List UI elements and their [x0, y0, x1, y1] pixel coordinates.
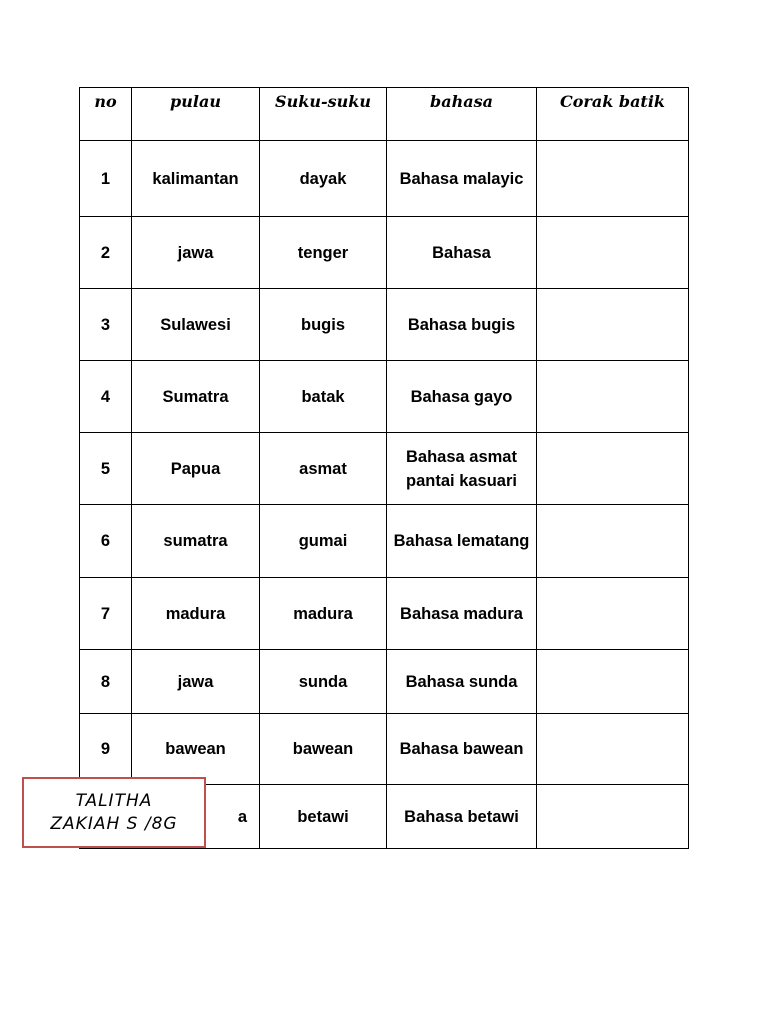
cell-bahasa: Bahasa asmat pantai kasuari — [387, 433, 537, 505]
cell-bahasa: Bahasa gayo — [387, 361, 537, 433]
cell-corak-batik — [537, 289, 689, 361]
cell-pulau: madura — [132, 578, 260, 650]
cell-no: 7 — [80, 578, 132, 650]
cell-suku: batak — [260, 361, 387, 433]
cell-no: 8 — [80, 650, 132, 714]
header-no: no — [80, 88, 132, 141]
header-pulau: pulau — [132, 88, 260, 141]
cell-pulau: a — [132, 785, 260, 849]
cell-bahasa: Bahasa bugis — [387, 289, 537, 361]
cell-bahasa: Bahasa lematang — [387, 505, 537, 578]
cell-corak-batik — [537, 361, 689, 433]
table-row — [80, 433, 689, 505]
cell-pulau: Sulawesi — [132, 289, 260, 361]
name-label-line2: ZAKIAH S /8G — [50, 813, 178, 834]
cell-no: 3 — [80, 289, 132, 361]
cell-corak-batik — [537, 217, 689, 289]
cell-suku: dayak — [260, 141, 387, 217]
cell-corak-batik — [537, 433, 689, 505]
cell-suku: madura — [260, 578, 387, 650]
cell-corak-batik — [537, 785, 689, 849]
name-label-box — [22, 777, 206, 848]
cell-corak-batik — [537, 505, 689, 578]
cell-suku: betawi — [260, 785, 387, 849]
header-suku: Suku-suku — [260, 88, 387, 141]
cell-no: 1 — [80, 141, 132, 217]
table-row — [80, 289, 689, 361]
cell-corak-batik — [537, 578, 689, 650]
table-row — [80, 141, 689, 217]
table-row — [80, 505, 689, 578]
cell-pulau: Sumatra — [132, 361, 260, 433]
cell-pulau: jawa — [132, 650, 260, 714]
cell-bahasa: Bahasa betawi — [387, 785, 537, 849]
cell-corak-batik — [537, 714, 689, 785]
cell-suku: bawean — [260, 714, 387, 785]
cell-bahasa: Bahasa — [387, 217, 537, 289]
cell-suku: tenger — [260, 217, 387, 289]
cell-pulau: kalimantan — [132, 141, 260, 217]
cell-pulau: sumatra — [132, 505, 260, 578]
cell-bahasa: Bahasa malayic — [387, 141, 537, 217]
name-label-line1: TALITHA — [75, 790, 153, 811]
cell-bahasa: Bahasa madura — [387, 578, 537, 650]
ethnic-table — [79, 87, 689, 849]
table-row — [80, 714, 689, 785]
cell-no: 5 — [80, 433, 132, 505]
cell-pulau: bawean — [132, 714, 260, 785]
table-header-row — [80, 88, 689, 141]
cell-pulau: jawa — [132, 217, 260, 289]
cell-corak-batik — [537, 141, 689, 217]
cell-no: 2 — [80, 217, 132, 289]
header-corak-batik: Corak batik — [537, 88, 689, 141]
table-row — [80, 217, 689, 289]
table-row — [80, 578, 689, 650]
header-bahasa: bahasa — [387, 88, 537, 141]
cell-suku: asmat — [260, 433, 387, 505]
cell-suku: sunda — [260, 650, 387, 714]
table-row — [80, 650, 689, 714]
cell-bahasa: Bahasa bawean — [387, 714, 537, 785]
table-row — [80, 361, 689, 433]
cell-pulau: Papua — [132, 433, 260, 505]
cell-no: 9 — [80, 714, 132, 785]
cell-suku: bugis — [260, 289, 387, 361]
cell-no: 6 — [80, 505, 132, 578]
cell-corak-batik — [537, 650, 689, 714]
cell-no: 4 — [80, 361, 132, 433]
cell-bahasa: Bahasa sunda — [387, 650, 537, 714]
cell-suku: gumai — [260, 505, 387, 578]
